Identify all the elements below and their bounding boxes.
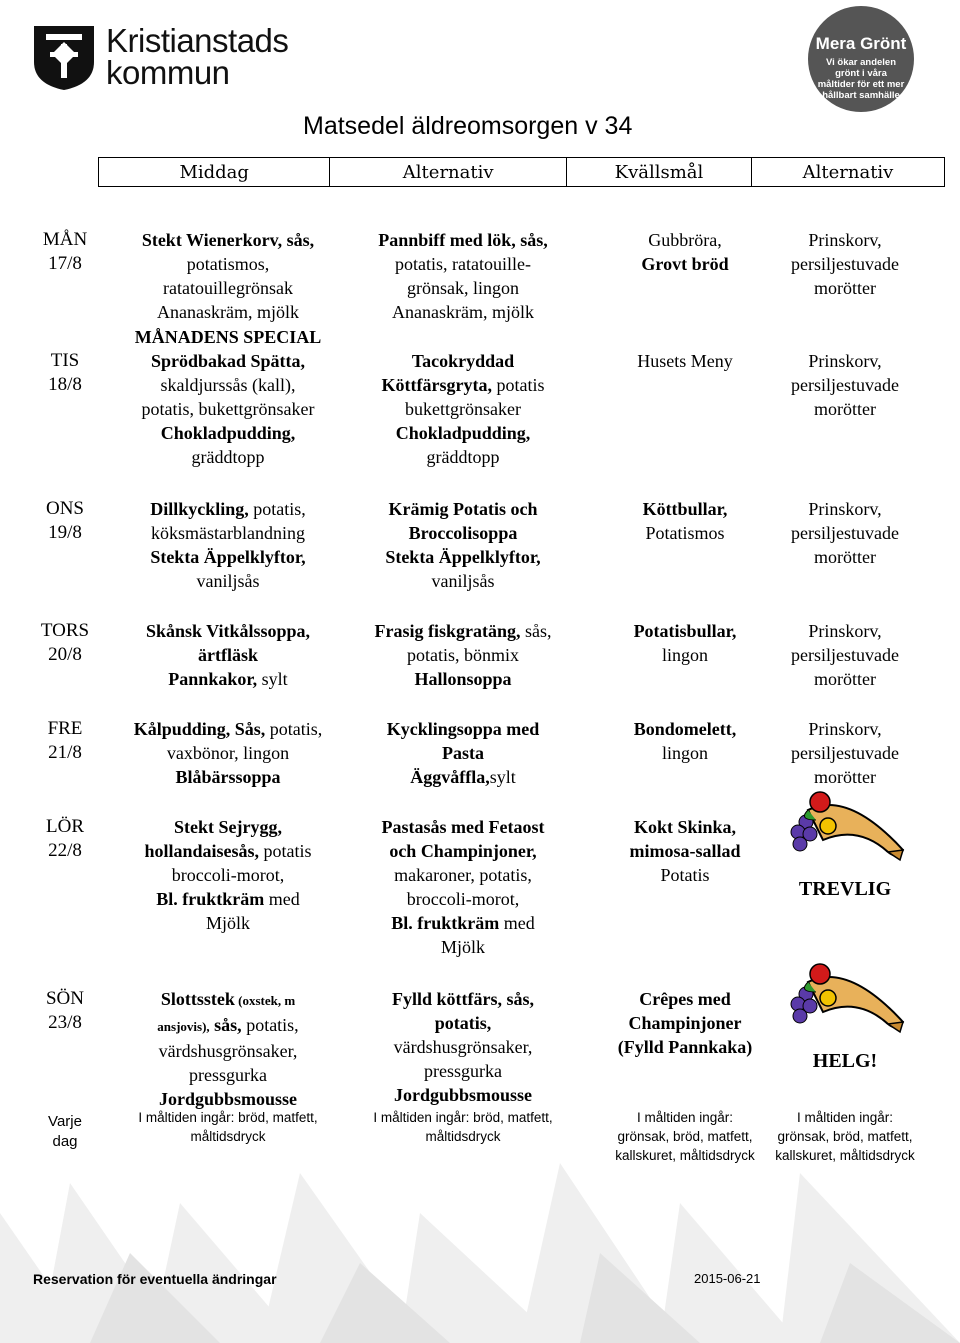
cornucopia-icon	[778, 790, 908, 870]
header-kvallsmal: Kvällsmål	[566, 158, 751, 187]
cell-alternativ-2: I måltiden ingår: grönsak, bröd, matfett, kallskuret, måltidsdryck	[775, 1110, 915, 1163]
day-label: LÖR 22/8	[46, 816, 84, 861]
menu-header-table	[98, 157, 945, 187]
cell-kvallsmal: Husets Meny	[637, 351, 733, 371]
cell-kvallsmal: Potatisbullar, lingon	[633, 621, 737, 665]
cell-middag: I måltiden ingår: bröd, matfett, måltidsdryck	[138, 1110, 318, 1144]
badge-subtitle: Vi ökar andelen grönt i våra måltider för ett mer hållbart samhälle	[817, 57, 905, 101]
header-alternativ-1: Alternativ	[330, 158, 567, 187]
cell-middag: Skånsk Vitkålssoppa, ärtfläsk Pannkakor, sylt	[145, 621, 311, 689]
cell-alternativ-2: TREVLIG	[798, 878, 892, 900]
mera-gront-badge	[808, 6, 914, 112]
footer-date: 2015-06-21	[694, 1271, 761, 1286]
day-label: Varje dag	[48, 1113, 82, 1150]
cell-alternativ: Fylld köttfärs, sås, potatis, värdshusgrönsaker, pressgurka Jordgubbsmousse	[391, 989, 534, 1105]
page-title: Matsedel äldreomsorgen v 34	[303, 112, 633, 140]
background-pattern	[0, 1153, 960, 1343]
day-label: MÅN 17/8	[42, 229, 88, 274]
day-label: TIS 18/8	[48, 350, 82, 395]
cell-kvallsmal: Bondomelett, lingon	[633, 719, 737, 763]
cell-alternativ-2: Prinskorv, persiljestuvade morötter	[791, 351, 899, 419]
day-label: TORS 20/8	[40, 620, 90, 665]
cell-kvallsmal: I måltiden ingår: grönsak, bröd, matfett, kallskuret, måltidsdryck	[615, 1110, 755, 1163]
cell-alternativ: Tacokryddad Köttfärsgryta, potatis bukettgrönsaker Chokladpudding, gräddtopp	[381, 351, 545, 467]
cell-kvallsmal: Köttbullar, Potatismos	[642, 499, 728, 543]
cell-alternativ-2: Prinskorv, persiljestuvade morötter	[791, 621, 899, 689]
cell-kvallsmal: Kokt Skinka, mimosa-sallad Potatis	[629, 817, 741, 885]
organization-logo	[32, 22, 288, 92]
header-alternativ-2: Alternativ	[751, 158, 944, 187]
footer-disclaimer: Reservation för eventuella ändringar	[33, 1271, 277, 1287]
coat-of-arms-icon	[32, 22, 96, 92]
cornucopia-icon	[778, 962, 908, 1042]
cell-middag: Slottsstek (oxstek, m ansjovis), sås, potatis, värdshusgrönsaker, pressgurka Jordgubbsmousse	[157, 989, 299, 1109]
cell-alternativ: Pannbiff med lök, sås, potatis, ratatouille- grönsak, lingon Ananaskräm, mjölk	[378, 230, 548, 322]
cell-middag: Dillkyckling, potatis, köksmästarblandning Stekta Äppelklyftor, vaniljsås	[150, 499, 306, 591]
cell-alternativ: Krämig Potatis och Broccolisoppa Stekta Äppelklyftor, vaniljsås	[385, 499, 541, 591]
cell-alternativ-2: HELG!	[812, 1050, 878, 1072]
header-middag: Middag	[99, 158, 330, 187]
cell-alternativ: I måltiden ingår: bröd, matfett, måltidsdryck	[373, 1110, 553, 1144]
day-label: ONS 19/8	[45, 498, 84, 543]
org-name-line2: kommun	[106, 54, 230, 91]
cell-middag: Stekt Wienerkorv, sås, potatismos, ratatouillegrönsak Ananaskräm, mjölk	[141, 230, 315, 322]
cell-middag: MÅNADENS SPECIAL Sprödbakad Spätta, skaldjurssås (kall), potatis, bukettgrönsaker Chokladpudding, gräddtopp	[134, 327, 322, 467]
cell-middag: Stekt Sejrygg, hollandaisesås, potatis broccoli-morot, Bl. fruktkräm med Mjölk	[144, 817, 312, 933]
cell-middag: Kålpudding, Sås, potatis, vaxbönor, lingon Blåbärssoppa	[133, 719, 323, 787]
cell-alternativ-2: Prinskorv, persiljestuvade morötter	[791, 230, 899, 298]
cell-alternativ: Frasig fiskgratäng, sås, potatis, bönmix Hallonsoppa	[374, 621, 552, 689]
cell-alternativ-2: Prinskorv, persiljestuvade morötter	[791, 499, 899, 567]
day-label: FRE 21/8	[47, 718, 83, 763]
cell-alternativ: Kycklingsoppa med Pasta Äggvåffla,sylt	[386, 719, 540, 787]
org-name-line1: Kristianstads	[106, 22, 289, 59]
cell-kvallsmal: Gubbröra, Grovt bröd	[641, 230, 729, 274]
badge-title: Mera Grönt	[815, 34, 907, 53]
day-label: SÖN 23/8	[45, 988, 84, 1033]
cell-alternativ: Pastasås med Fetaost och Champinjoner, makaroner, potatis, broccoli-morot, Bl. fruktkräm med Mjölk	[381, 817, 545, 957]
cell-alternativ-2: Prinskorv, persiljestuvade morötter	[791, 719, 899, 787]
cell-kvallsmal: Crêpes med Champinjoner (Fylld Pannkaka)	[617, 989, 753, 1057]
